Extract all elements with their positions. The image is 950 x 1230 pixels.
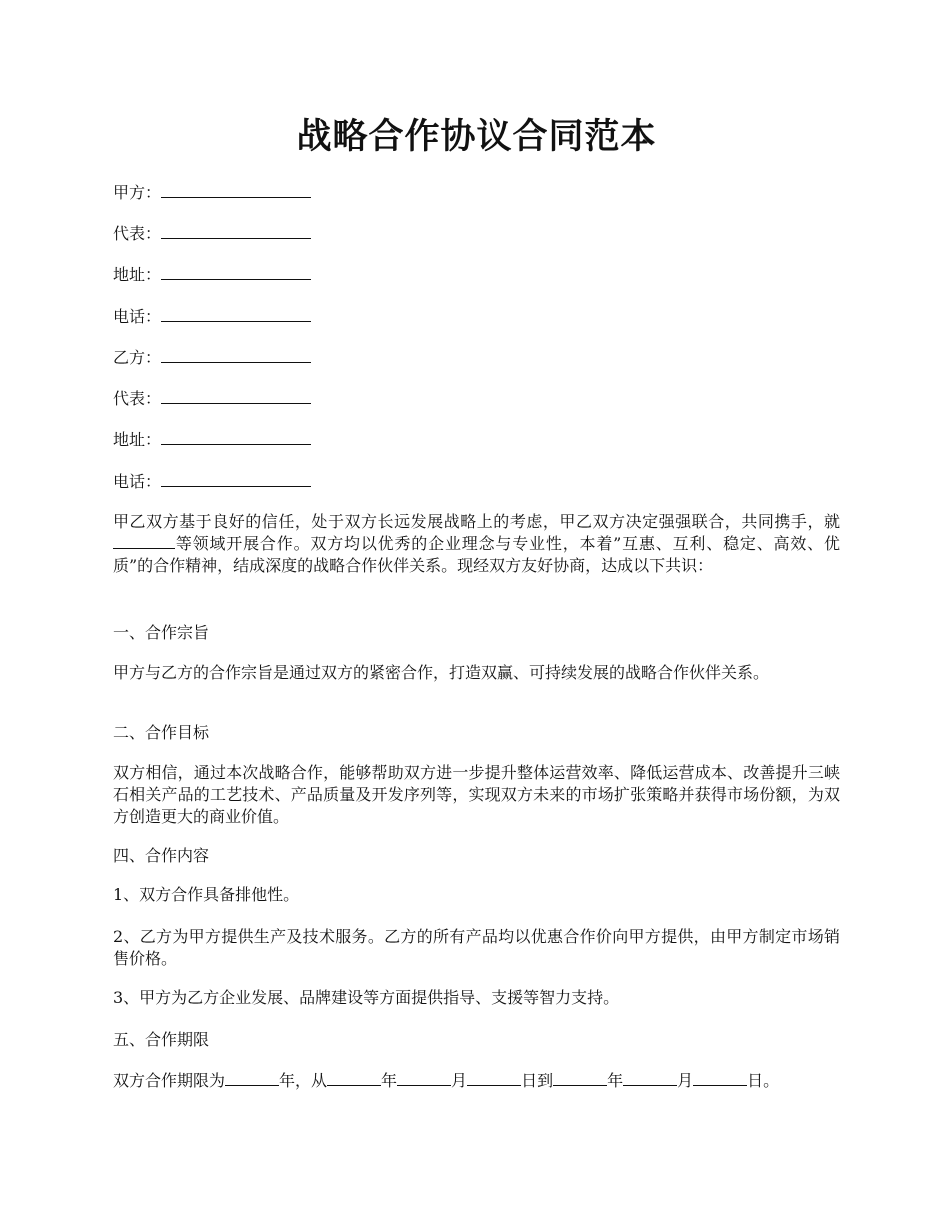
party-b-address-field: [113, 428, 311, 451]
fill-blank: [161, 387, 311, 404]
term-text: 日。: [747, 1071, 780, 1090]
field-label: 地址：: [113, 265, 162, 284]
term-text: 月: [677, 1071, 694, 1090]
fill-blank: [693, 1070, 747, 1086]
fill-blank: [161, 263, 311, 280]
party-a-address-field: [113, 263, 311, 286]
fill-blank: [623, 1070, 677, 1086]
party-b-representative-field: [113, 387, 311, 410]
term-text: 月: [451, 1071, 468, 1090]
field-label: 地址：: [113, 430, 162, 449]
fill-blank: [161, 470, 311, 487]
field-label: 代表：: [113, 224, 162, 243]
section-2-text: 双方相信，通过本次战略合作，能够帮助双方进一步提升整体运营效率、降低运营成本、改善提升三峡石相关产品的工艺技术、产品质量及开发序列等，实现双方未来的市场扩张策略并获得市场份额，为双方创造更大的商业价值。: [113, 763, 840, 826]
party-b-phone-field: [113, 470, 311, 493]
party-a-name-field: [113, 181, 311, 204]
section-2-heading: 二、合作目标: [113, 723, 210, 742]
section-4-item-1: 1、双方合作具备排他性。: [113, 885, 300, 904]
term-text: 日到: [521, 1071, 554, 1090]
fill-blank: [467, 1070, 521, 1086]
term-text: 年: [381, 1071, 398, 1090]
document-title: 战略合作协议合同范本: [296, 116, 657, 157]
section-4-item-2: 2、乙方为甲方提供生产及技术服务。乙方的所有产品均以优惠合作价向甲方提供，由甲方制定市场销售价格。: [113, 927, 840, 968]
section-4-heading: 四、合作内容: [113, 846, 210, 865]
intro-paragraph: [113, 511, 840, 577]
fill-blank: [397, 1070, 451, 1086]
fill-blank: [327, 1070, 381, 1086]
fill-blank: [113, 533, 175, 549]
party-b-name-field: [113, 346, 311, 369]
field-label: 乙方：: [113, 348, 162, 367]
fill-blank: [161, 305, 311, 322]
fill-blank: [161, 428, 311, 445]
term-text: 双方合作期限为: [113, 1071, 226, 1090]
fill-blank: [553, 1070, 607, 1086]
field-label: 代表：: [113, 389, 162, 408]
intro-text-part2: 等领域开展合作。双方均以优秀的企业理念与专业性，本着”互惠、互利、稳定、高效、优质”的合作精神，结成深度的战略合作伙伴关系。现经双方友好协商，达成以下共识：: [113, 534, 840, 575]
term-line: [113, 1070, 840, 1092]
field-label: 甲方：: [113, 183, 162, 202]
section-4-item-3: 3、甲方为乙方企业发展、品牌建设等方面提供指导、支援等智力支持。: [113, 988, 620, 1007]
section-1-heading: 一、合作宗旨: [113, 623, 210, 642]
section-5-heading: 五、合作期限: [113, 1030, 210, 1049]
term-text: 年，从: [279, 1071, 328, 1090]
fill-blank: [161, 222, 311, 239]
term-text: 年: [607, 1071, 624, 1090]
party-a-representative-field: [113, 222, 311, 245]
fill-blank: [225, 1070, 279, 1086]
field-label: 电话：: [113, 472, 162, 491]
fill-blank: [161, 181, 311, 198]
section-1-text: 甲方与乙方的合作宗旨是通过双方的紧密合作，打造双赢、可持续发展的战略合作伙伴关系。: [113, 663, 770, 682]
field-label: 电话：: [113, 307, 162, 326]
fill-blank: [161, 346, 311, 363]
intro-text-part1: 甲乙双方基于良好的信任，处于双方长远发展战略上的考虑，甲乙双方决定强强联合，共同携手，就: [113, 512, 840, 531]
party-a-phone-field: [113, 305, 311, 328]
